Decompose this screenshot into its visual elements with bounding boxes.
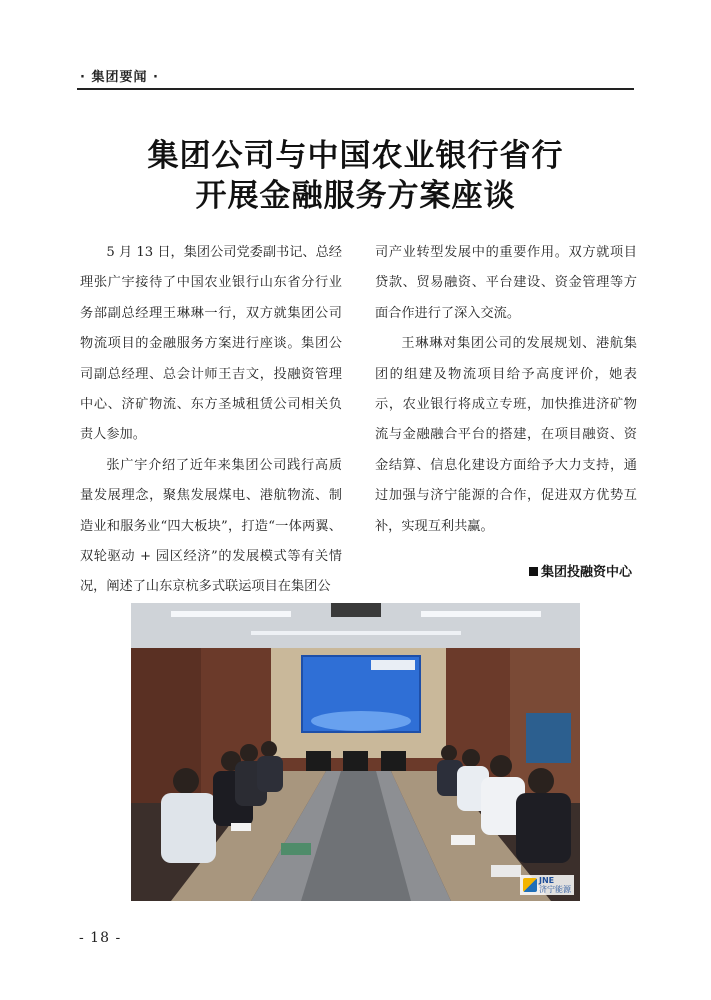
paragraph-1: 5 月 13 日，集团公司党委副书记、总经理张广宇接待了中国农业银行山东省分行业务部副总经理王琳琳一行，双方就集团公司物流项目的金融服务方案进行座谈。集团公司副总经理、总会计师王吉文，投融资管理中心、济矿物流、东方圣城租赁公司相关负责人参加。 xyxy=(80,245,342,443)
article-title xyxy=(60,136,651,216)
article-column-right xyxy=(375,238,637,542)
title-line-1: 集团公司与中国农业银行省行 xyxy=(147,138,564,174)
title-line-2: 开展金融服务方案座谈 xyxy=(195,178,516,214)
paragraph-2: 张广宇介绍了近年来集团公司践行高质量发展理念，聚焦发展煤电、港航物流、制造业和服务业“四大板块”，打造“一体两翼、双轮驱动 + 园区经济”的发展模式等有关情况，阐述了山东京杭多式联运项目在集团公 xyxy=(80,457,342,595)
section-label: · 集团要闻 · xyxy=(80,70,159,85)
source-text: 集团投融资中心 xyxy=(540,565,632,580)
article-source xyxy=(529,561,632,580)
paragraph-2-continued: 司产业转型发展中的重要作用。双方就项目贷款、贸易融资、平台建设、资金管理等方面合作进行了深入交流。 xyxy=(375,245,637,321)
meeting-room-illustration xyxy=(131,603,580,901)
jne-logo-subtext: 济宁能源 xyxy=(539,885,571,894)
page-number: - 18 - xyxy=(79,930,122,946)
header-rule xyxy=(77,88,634,90)
black-square-icon xyxy=(529,567,538,576)
jne-logo xyxy=(520,875,574,895)
meeting-photo xyxy=(131,603,580,901)
jne-logo-icon xyxy=(523,878,537,892)
jne-logo-text: JNE xyxy=(539,876,555,885)
paragraph-3: 王琳琳对集团公司的发展规划、港航集团的组建及物流项目给予高度评价，她表示，农业银行将成立专班，加快推进济矿物流与金融融合平台的搭建，在项目融资、资金结算、信息化建设方面给予大力支持，通过加强与济宁能源的合作，促进双方优势互补，实现互利共赢。 xyxy=(375,336,637,534)
article-column-left xyxy=(80,238,342,603)
